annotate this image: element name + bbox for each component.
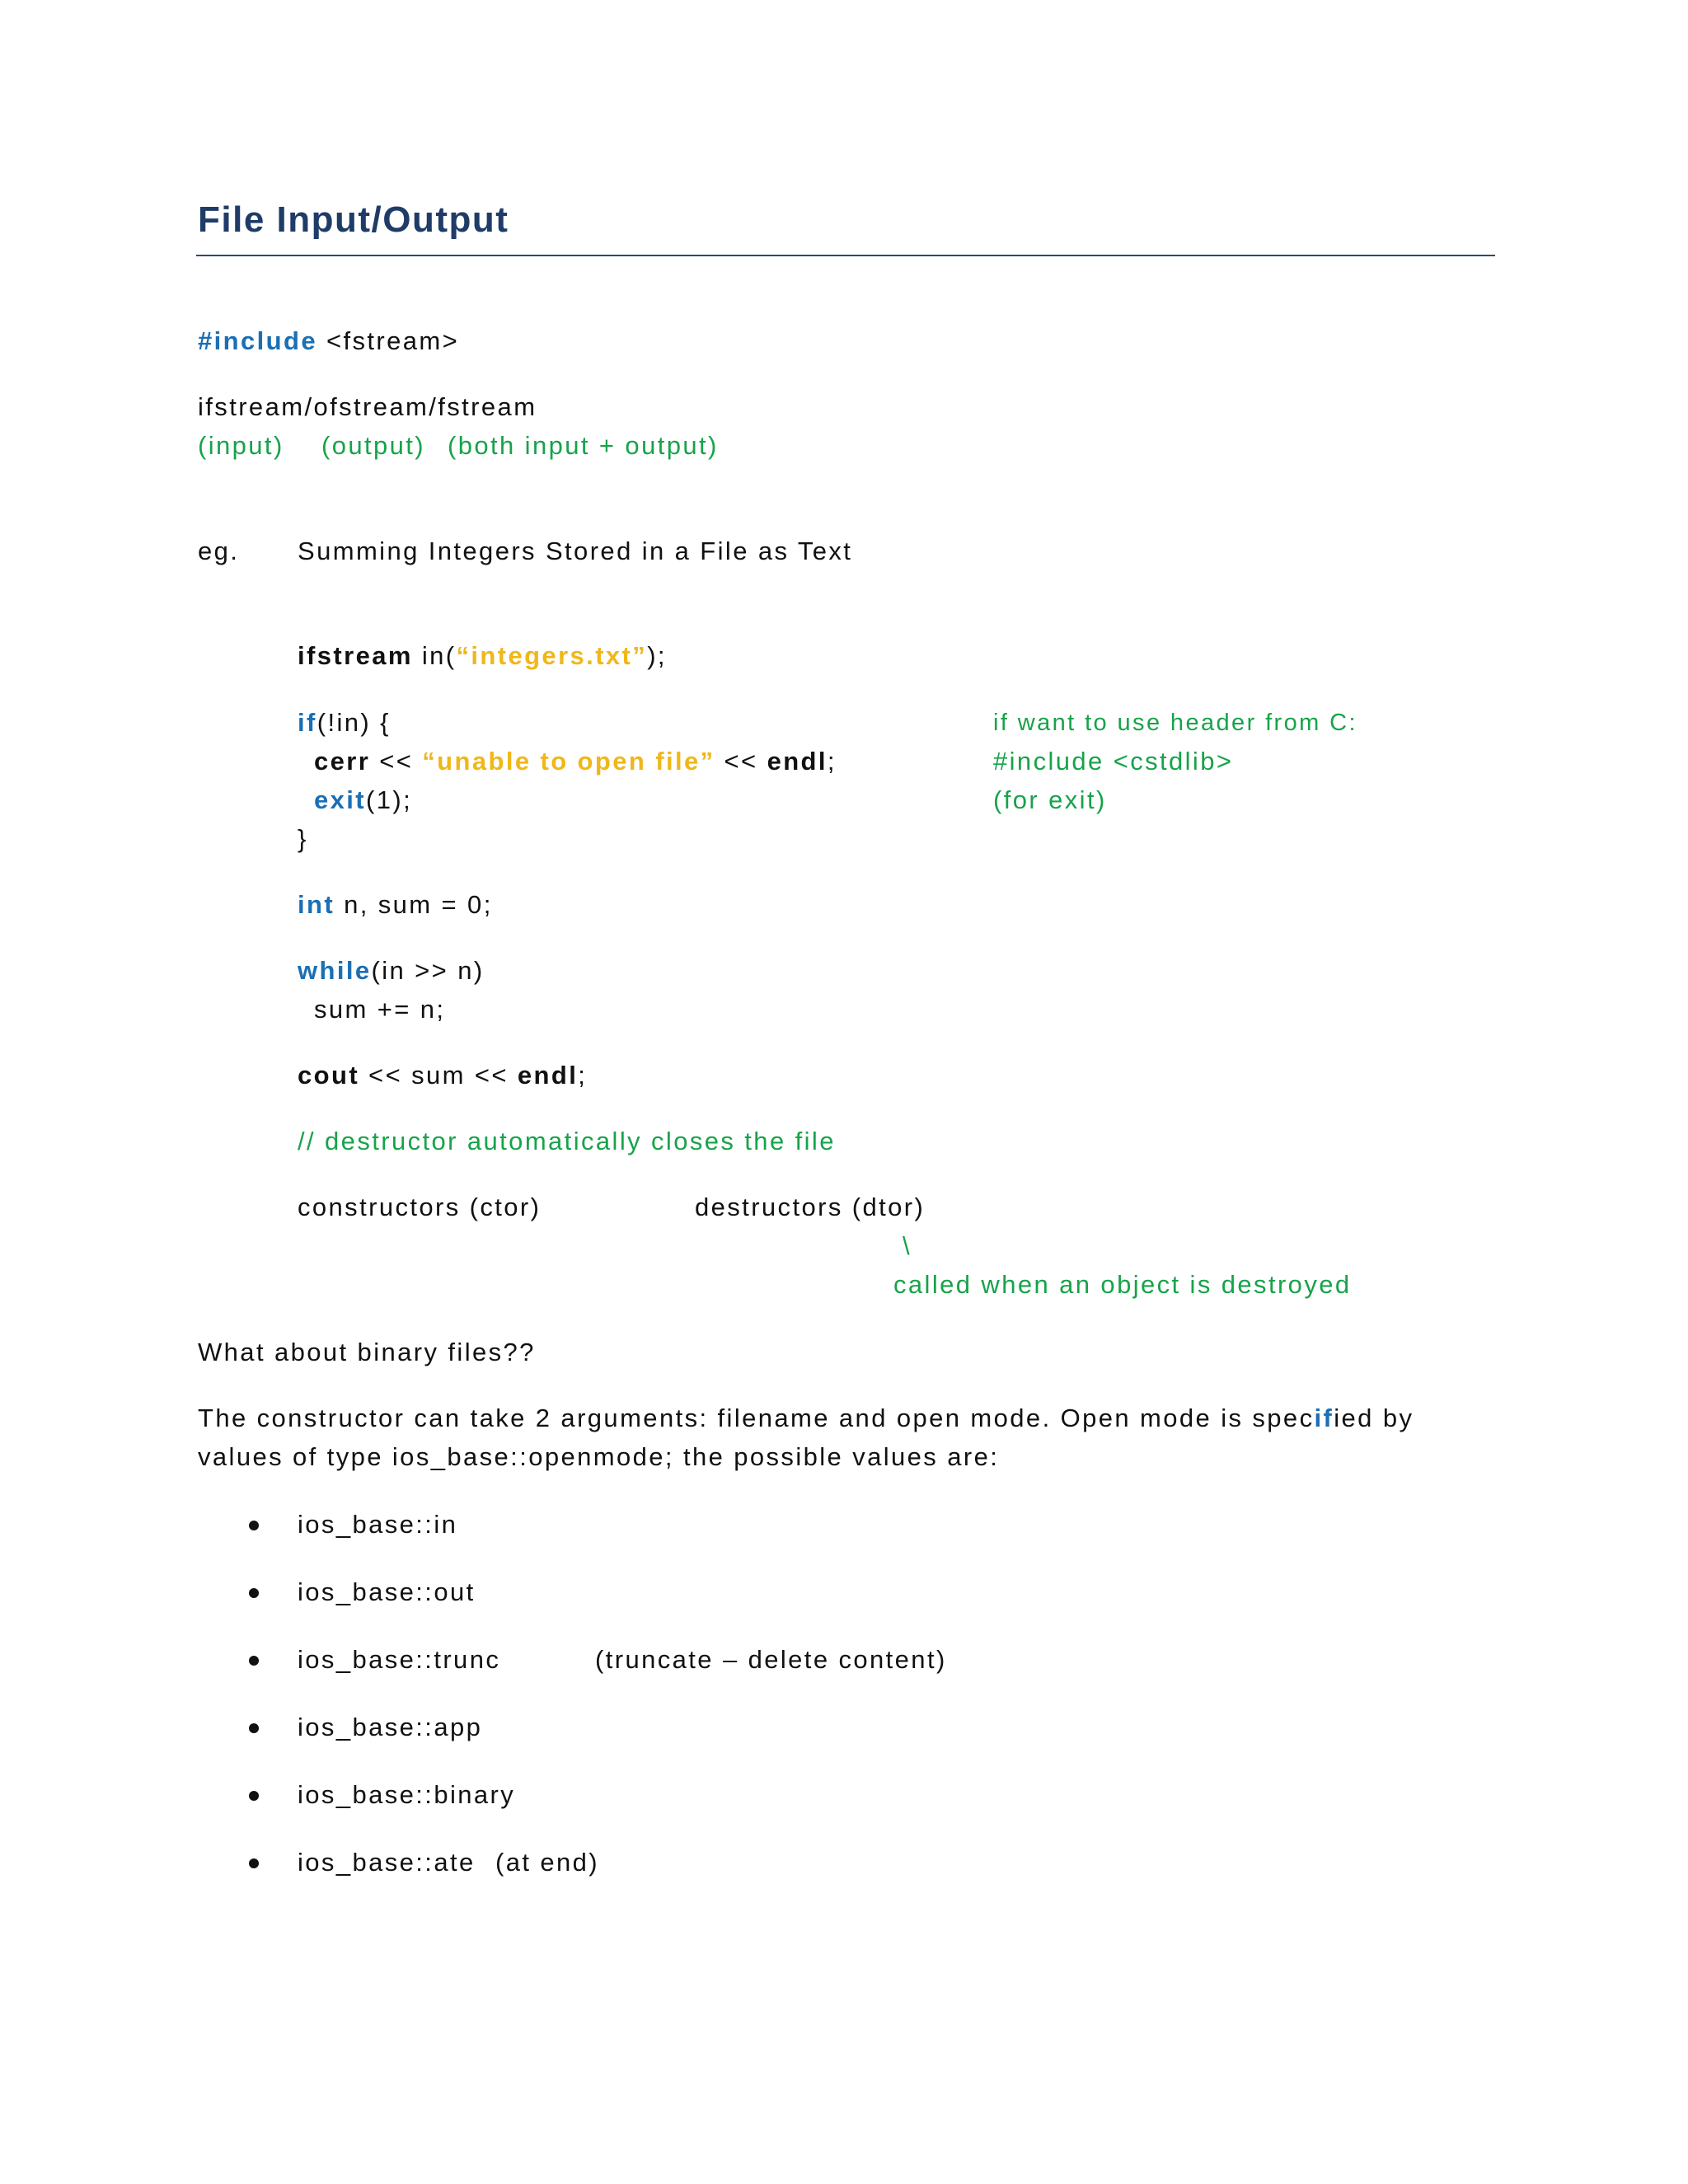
include-keyword: #include <box>198 326 317 355</box>
code-cout: cout <box>298 1061 360 1090</box>
include-line <box>198 325 459 358</box>
code-call: in( <box>412 641 457 670</box>
dtor-note: called when an object is destroyed <box>893 1270 1352 1299</box>
list-item: ios_base::app <box>298 1713 483 1741</box>
bullet-icon <box>249 1858 259 1868</box>
stream-input-note: (input) <box>198 431 284 460</box>
title-underline <box>196 255 1495 256</box>
list-item: ios_base::trunc <box>298 1645 501 1674</box>
code-line-cout <box>298 1059 587 1092</box>
stream-both-note: (both input + output) <box>448 431 719 460</box>
code-while-condition: (in >> n) <box>371 956 485 985</box>
example-heading: Summing Integers Stored in a File as Text <box>298 537 853 565</box>
code-while-keyword: while <box>298 956 372 985</box>
include-header: <fstream> <box>316 326 460 355</box>
code-semicolon: ; <box>827 747 837 776</box>
code-line-int <box>298 888 493 921</box>
code-endl: endl <box>517 1061 579 1090</box>
list-item: ios_base::binary <box>298 1780 516 1809</box>
paragraph-text: ied by <box>1334 1404 1414 1432</box>
code-type: ifstream <box>298 641 413 670</box>
code-line-while <box>298 954 485 987</box>
side-note-line-2: #include <cstdlib> <box>993 747 1234 776</box>
bullet-icon <box>249 1588 259 1598</box>
list-item: ios_base::in <box>298 1510 458 1539</box>
bullet-icon <box>249 1521 259 1530</box>
code-error-string: “unable to open file” <box>422 747 715 776</box>
constructors-label: constructors (ctor) <box>298 1193 542 1221</box>
code-if-keyword: if <box>298 708 317 737</box>
code-cout-expr: << sum << <box>359 1061 518 1090</box>
side-note-line-1: if want to use header from C: <box>993 710 1357 736</box>
code-line-ifstream <box>298 640 667 673</box>
code-line-exit <box>314 784 412 817</box>
list-item: ios_base::ate <box>298 1848 476 1877</box>
code-line-sum: sum += n; <box>314 995 446 1024</box>
bullet-icon <box>249 1723 259 1733</box>
bullet-icon <box>249 1791 259 1801</box>
code-line-cerr <box>314 745 837 778</box>
code-if-condition: (!in) { <box>316 708 391 737</box>
code-semicolon: ; <box>578 1061 588 1090</box>
paragraph-text: The constructor can take 2 arguments: filename and open mode. Open mode is spec <box>198 1404 1315 1432</box>
code-call-end: ); <box>647 641 667 670</box>
code-comment: // destructor automatically closes the file <box>298 1127 836 1155</box>
list-item-note: (at end) <box>495 1848 600 1877</box>
dtor-arrow-slash: \ <box>903 1231 912 1260</box>
code-exit-args: (1); <box>366 785 413 814</box>
side-note-line-3: (for exit) <box>993 785 1107 814</box>
code-op: << <box>715 747 767 776</box>
example-label: eg. <box>198 537 240 565</box>
code-int-decl: n, sum = 0; <box>335 890 493 919</box>
binary-paragraph-line-1 <box>198 1402 1414 1435</box>
paragraph-highlight: if <box>1314 1404 1334 1432</box>
code-cerr: cerr <box>314 747 371 776</box>
code-exit-keyword: exit <box>314 785 367 814</box>
binary-question: What about binary files?? <box>198 1338 536 1366</box>
code-endl: endl <box>767 747 828 776</box>
page-title: File Input/Output <box>198 199 509 240</box>
stream-output-note: (output) <box>321 431 426 460</box>
code-line-close-brace: } <box>298 824 308 853</box>
code-int-keyword: int <box>298 890 335 919</box>
binary-paragraph-line-2: values of type ios_base::openmode; the possible values are: <box>198 1442 1000 1471</box>
destructors-label: destructors (dtor) <box>695 1193 926 1221</box>
code-op: << <box>370 747 423 776</box>
stream-types: ifstream/ofstream/fstream <box>198 392 537 421</box>
list-item: ios_base::out <box>298 1577 476 1606</box>
bullet-icon <box>249 1656 259 1666</box>
code-filename-string: “integers.txt” <box>456 641 648 670</box>
code-line-if <box>298 706 391 739</box>
list-item-note: (truncate – delete content) <box>595 1645 947 1674</box>
